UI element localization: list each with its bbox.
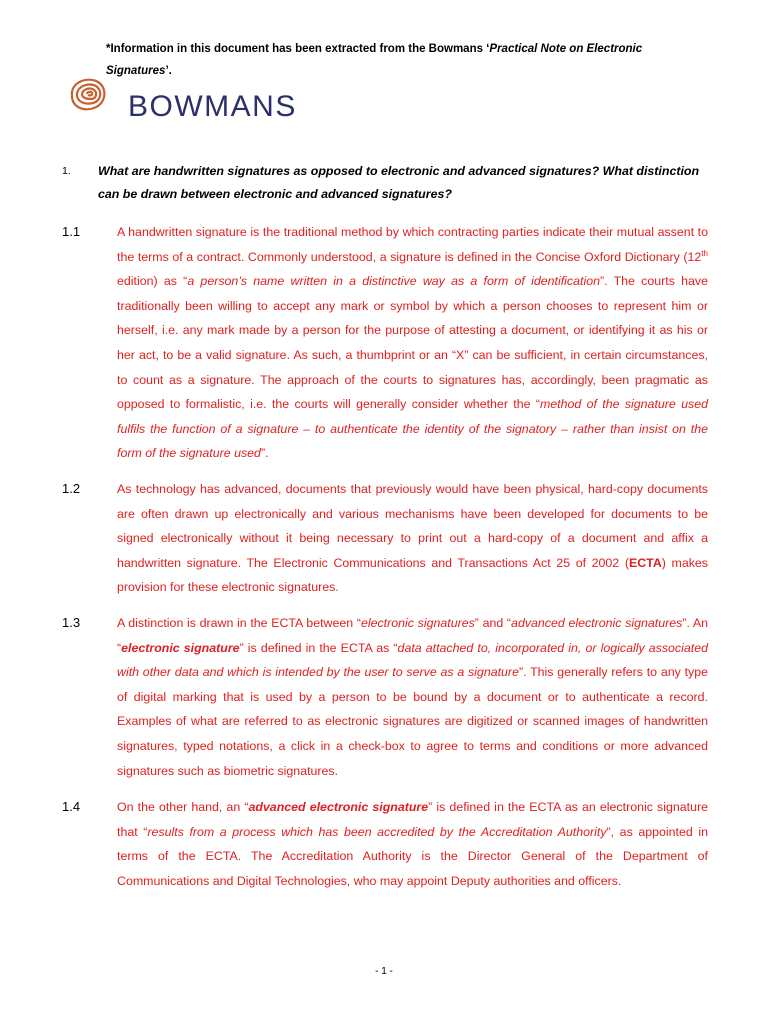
- question-heading: [62, 160, 712, 206]
- paragraph-text: As technology has advanced, documents that previously would have been physical, hard-copy documents are often drawn up electronically and various mechanisms have been developed for documents to be signed electronically without it being necessary to print out a hard-copy of a document and affix a handwritten signature. The Electronic Communications and Transactions Act 25 of 2002 (ECTA) makes provision for these electronic signatures.: [117, 482, 708, 595]
- logo-mark-icon: [64, 72, 120, 116]
- paragraph-number: 1.2: [62, 481, 81, 496]
- paragraph-text: A distinction is drawn in the ECTA between “electronic signatures” and “advanced electronic signatures”. An “electronic signature” is defined in the ECTA as “data attached to, incorporated in, or logically associated with other data and which is intended by the user to serve as a signature”. This generally refers to any type of digital marking that is used by a person to be bound by a document or to authenticate a record. Examples of what are referred to as electronic signatures are digitized or scanned images of handwritten signatures, typed notations, a click in a check-box to agree to terms and conditions or more advanced signatures such as biometric signatures.: [117, 616, 709, 778]
- question-text: What are handwritten signatures as opposed to electronic and advanced signatures? What distinction can be drawn between electronic and advanced signatures?: [98, 164, 700, 201]
- logo-wordmark: BOWMANS: [128, 90, 297, 123]
- paragraph-1-3: [62, 611, 708, 783]
- paragraph-1-4: [62, 795, 708, 893]
- paragraph-1-2: [62, 477, 708, 600]
- source-note: *Information in this document has been extracted from the Bowmans ‘Practical Note on Electronic Signatures’.: [106, 43, 643, 77]
- paragraph-text: A handwritten signature is the traditional method by which contracting parties indicate their mutual assent to the terms of a contract. Commonly understood, a signature is defined in the Concise Oxford Dictionary (12th edition) as “a person’s name written in a distinctive way as a form of identification”. The courts have traditionally been willing to accept any mark or symbol by which a person chooses to represent him or herself, i.e. any mark made by a person for the purpose of attesting a document, or identifying it as his or her act, to be a valid signature. As such, a thumbprint or an “X” can be sufficient, in certain circumstances, to count as a signature. The approach of the courts to signatures has, accordingly, been pragmatic as opposed to formalistic, i.e. the courts will generally consider whether the “method of the signature used fulfils the function of a signature – to authenticate the identity of the signatory – rather than insist on the form of the signature used”.: [117, 225, 708, 461]
- paragraph-number: 1.1: [62, 224, 81, 239]
- bowmans-logo: [64, 72, 304, 128]
- source-title: Practical Note on Electronic Signatures: [106, 43, 643, 77]
- page-number: - 1 -: [375, 966, 393, 977]
- paragraph-number: 1.4: [62, 799, 81, 814]
- paragraph-number: 1.3: [62, 615, 81, 630]
- paragraph-1-1: [62, 220, 708, 466]
- paragraph-text: On the other hand, an “advanced electronic signature” is defined in the ECTA as an electronic signature that “results from a process which has been accredited by the Accreditation Authority”, as appointed in terms of the ECTA. The Accreditation Authority is the Director General of the Department of Communications and Digital Technologies, who may appoint Deputy authorities and officers.: [117, 800, 709, 888]
- question-number: 1.: [62, 165, 71, 177]
